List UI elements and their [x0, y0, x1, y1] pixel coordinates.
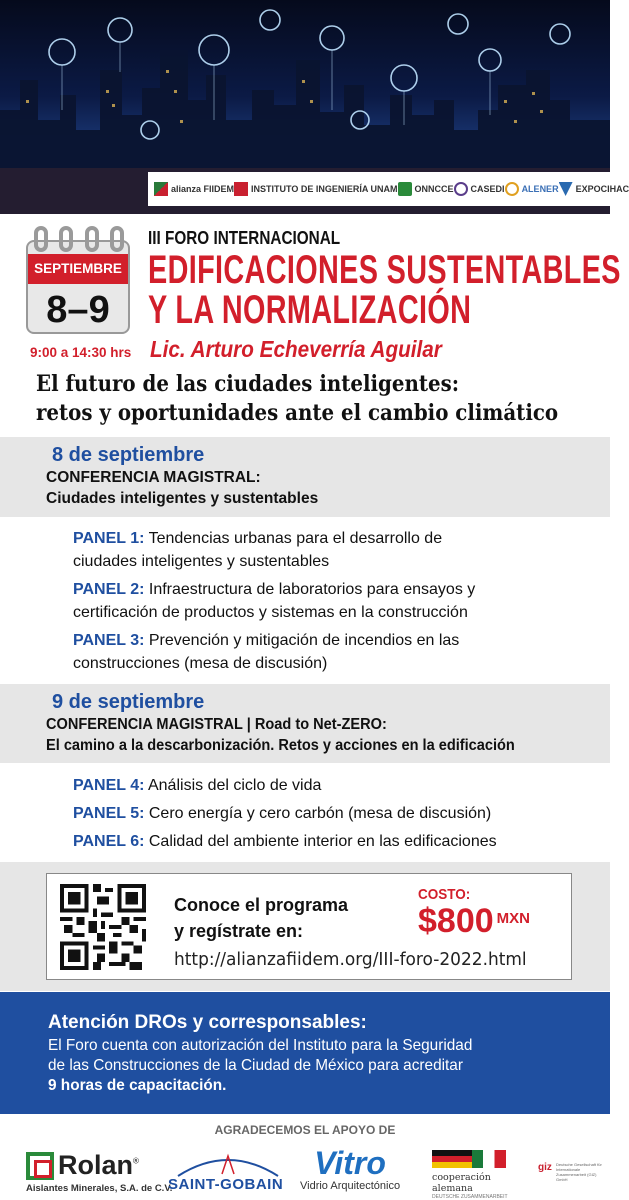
panel-6: PANEL 6: Calidad del ambiente interior en las edificaciones: [73, 833, 497, 850]
day2-conference-topic: El camino a la descarbonización. Retos y acciones en la edificación: [46, 737, 515, 754]
alener-logo: ALENER: [505, 182, 559, 196]
day2-header: [0, 684, 610, 763]
day2-date: 9 de septiembre: [52, 691, 205, 713]
casedi-logo: CASEDI: [454, 182, 505, 196]
panel-4: PANEL 4: Análisis del ciclo de vida: [73, 777, 322, 794]
calendar-rings: [34, 226, 124, 254]
dro-body: El Foro cuenta con autorización del Instituto para la Seguridad de las Construcciones de la Ciudad de México para acreditar 9 horas de capacitación.: [48, 1037, 473, 1094]
calendar-page: [26, 240, 130, 334]
alianza-fiidem-logo: alianza FIIDEM: [154, 182, 234, 196]
panel-5: PANEL 5: Cero energía y cero carbón (mesa de discusión): [73, 805, 492, 822]
saint-gobain-arc-icon: [168, 1148, 288, 1178]
event-subtitle: [36, 370, 558, 428]
unam-logo: INSTITUTO DE INGENIERÍA UNAM: [234, 182, 398, 196]
qr-code-icon[interactable]: [60, 884, 146, 970]
cost-value: $800 MXN: [418, 902, 530, 940]
day1-panel-list: [73, 527, 475, 680]
registration-text: Conoce el programa y regístrate en:: [174, 895, 349, 941]
event-title-line2: Y LA NORMALIZACIÓN: [148, 288, 472, 332]
day2-panel-list: [73, 774, 497, 858]
event-subtitle-line2: retos y oportunidades ante el cambio climático: [36, 400, 559, 426]
calendar-icon: [26, 226, 130, 334]
saint-gobain-logo: SAINT-GOBAIN: [168, 1148, 283, 1193]
speaker-name: Lic. Arturo Echeverría Aguilar: [150, 336, 442, 362]
forum-label: III FORO INTERNACIONAL: [148, 228, 341, 248]
rolan-mark-icon: [26, 1152, 54, 1180]
panel-3: PANEL 3: Prevención y mitigación de incendios en las construcciones (mesa de discusión): [73, 632, 460, 672]
event-hours: 9:00 a 14:30 hrs: [30, 345, 132, 360]
cost-label: COSTO:: [418, 886, 471, 903]
expocihac-logo: EXPOCIHAC: [559, 182, 629, 196]
day1-header: [0, 437, 610, 517]
hero-city-banner: [0, 0, 629, 214]
calendar-days: 8–9: [46, 289, 110, 331]
day1-date: 8 de septiembre: [52, 444, 205, 466]
vitro-logo: Vitro Vidrio Arquitectónico: [300, 1145, 401, 1192]
rolan-logo: Rolan® Aislantes Minerales, S.A. de C.V.: [26, 1150, 173, 1194]
dro-title: Atención DROs y corresponsables:: [48, 1012, 367, 1033]
cooperacion-alemana-logo: cooperación alemana DEUTSCHE ZUSAMMENARBEIT: [432, 1150, 520, 1200]
panel-2: PANEL 2: Infraestructura de laboratorios para ensayos y certificación de productos y sistemas en la construcción: [73, 581, 476, 621]
sponsor-logos: [0, 1144, 610, 1200]
sponsors-heading: AGRADECEMOS EL APOYO DE: [214, 1123, 396, 1137]
dro-notice-band: [0, 992, 610, 1114]
day1-conference-label: CONFERENCIA MAGISTRAL:: [46, 469, 261, 486]
partner-logo-strip: [148, 172, 629, 206]
day1-conference-topic: Ciudades inteligentes y sustentables: [46, 490, 319, 507]
panel-1: PANEL 1: Tendencias urbanas para el desarrollo de ciudades inteligentes y sustentables: [73, 530, 443, 570]
event-subtitle-line1: El futuro de las ciudades inteligentes:: [36, 371, 460, 397]
onncce-logo: ONNCCE: [398, 182, 454, 196]
event-title: [148, 250, 621, 330]
calendar-month: SEPTIEMBRE: [28, 254, 128, 284]
giz-subtitle: Deutsche Gesellschaft für Internationale Zusammenarbeit (GIZ) GmbH: [556, 1162, 602, 1182]
registration-link[interactable]: http://alianzafiidem.org/III-foro-2022.html: [174, 950, 527, 970]
day2-conference-label: CONFERENCIA MAGISTRAL | Road to Net-ZERO:: [46, 716, 387, 733]
event-title-line1: EDIFICACIONES SUSTENTABLES: [148, 248, 621, 292]
giz-logo: giz: [538, 1162, 552, 1173]
germany-mexico-flags-icon: [432, 1150, 506, 1168]
